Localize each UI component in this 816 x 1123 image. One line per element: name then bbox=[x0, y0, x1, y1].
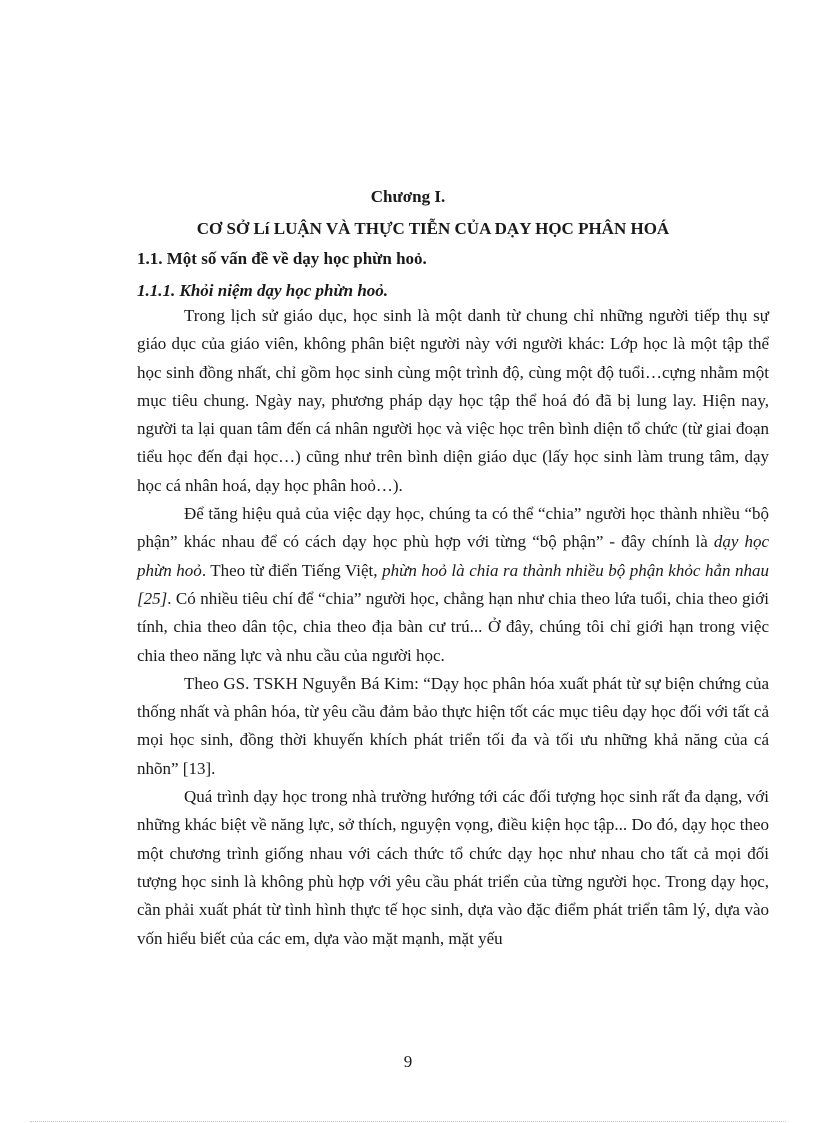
paragraph-2-text: . Có nhiều tiêu chí để “chia” người học, chẳng hạn như chia theo lứa tuổi, chia theo giới tính, chia theo dân tộc, chia theo địa bàn cư trú... Ở đây, chúng tôi chỉ giới hạn trong việc chia theo năng lực và nhu cầu của người học. bbox=[137, 588, 769, 665]
footer-divider bbox=[30, 1121, 786, 1122]
paragraph-2 bbox=[137, 500, 769, 670]
paragraph-2-text: . Theo từ điển Tiếng Việt, bbox=[201, 560, 383, 580]
paragraph-2-text: Để tăng hiệu quả của việc dạy học, chúng ta có thể “chia” người học thành nhiều “bộ phận” khác nhau để có cách dạy học phù hợp với từng “bộ phận” - đây chính là bbox=[137, 504, 769, 552]
chapter-title: Chương I. bbox=[370, 187, 446, 206]
subsection-heading: 1.1.1. Khỏi niệm dạy học phừn hoỏ. bbox=[137, 281, 389, 300]
definition-italic: phừn hoỏ là chia ra thành nhiều bộ phận khỏc hẳn nhau [25] bbox=[137, 560, 769, 608]
section-heading: 1.1. Một số vấn đề về dạy học phừn hoỏ. bbox=[137, 249, 427, 268]
paragraph-1: Trong lịch sử giáo dục, học sinh là một danh từ chung chỉ những người tiếp thụ sự giáo dục của giáo viên, không phân biệt người này với người khác: Lớp học là một tập thể học sinh đồng nhất, chỉ gồm học sinh cùng một trình độ, cùng một độ tuổi…cựng nhằm một mục tiêu chung. Ngày nay, phương pháp dạy học tập thể hoá đó đã bị lung lay. Hiện nay, người ta lại quan tâm đến cá nhân người học và việc học trên bình diện tổ chức (từ giai đoạn tiểu học đến đại học…) cũng như trên bình diện giáo dục (lấy học sinh làm trung tâm, dạy học cá nhân hoá, dạy học phân hoỏ…). bbox=[137, 306, 769, 495]
page-number: 9 bbox=[403, 1052, 413, 1071]
paragraph-3: Theo GS. TSKH Nguyễn Bá Kim: “Dạy học phân hóa xuất phát từ sự biện chứng của thống nhất và phân hóa, từ yêu cầu đảm bảo thực hiện tốt các mục tiêu dạy học đối với tất cả mọi học sinh, đồng thời khuyến khích phát triển tối đa và tối ưu những khả năng của cá nhõn” [13]. bbox=[137, 673, 769, 778]
term-italic: dạy học phừn hoỏ bbox=[137, 532, 769, 580]
chapter-subtitle: CƠ SỞ Lí LUẬN VÀ THỰC TIỄN CỦA DẠY HỌC PHÂN HOÁ bbox=[196, 219, 670, 238]
paragraph-4: Quá trình dạy học trong nhà trường hướng tới các đối tượng học sinh rất đa dạng, với những khác biệt về năng lực, sở thích, nguyện vọng, điều kiện học tập... Do đó, dạy học theo một chương trình giống nhau với cách thức tổ chức dạy học như nhau cho tất cả mọi đối tượng học sinh là không phù hợp với yêu cầu phát triển của từng người học. Trong dạy học, cần phải xuất phát từ tình hình thực tế học sinh, dựa vào đặc điểm phát triển tâm lý, dựa vào vốn hiểu biết của các em, dựa vào mặt mạnh, mặt yếu bbox=[137, 787, 769, 948]
body-text bbox=[137, 302, 769, 953]
